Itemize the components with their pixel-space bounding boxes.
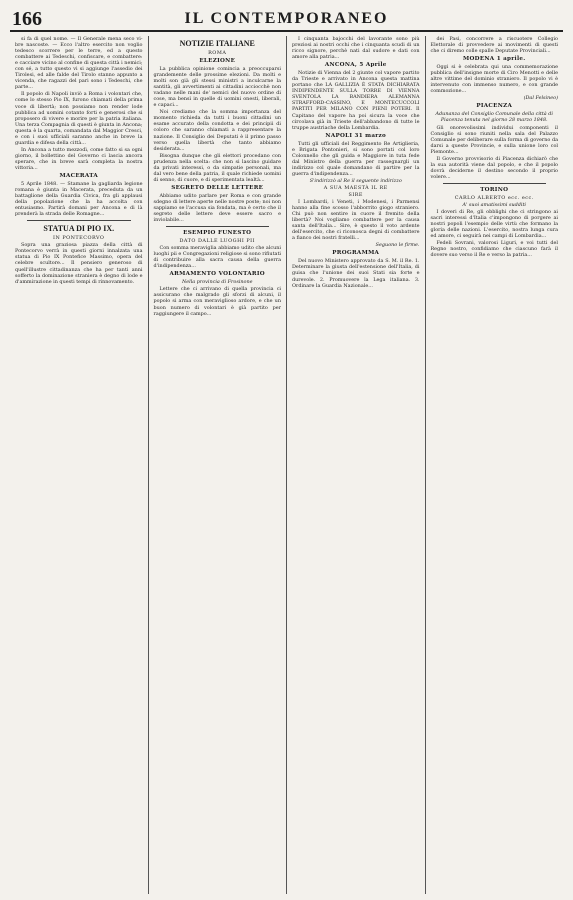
salutation: SIRE: [348, 191, 364, 198]
section-heading-statua: STATUA DI PIO IX.: [43, 224, 115, 234]
intro-line: A' suoi amatissimi sudditi: [462, 201, 526, 208]
divider: [27, 220, 131, 221]
text-columns: [10, 36, 563, 894]
section-heading-notizie: NOTIZIE ITALIANE: [179, 39, 255, 48]
divider: [443, 183, 547, 184]
divider: [166, 226, 270, 227]
newspaper-title: IL CONTEMPORANEO: [184, 10, 389, 27]
column-3: [287, 36, 426, 894]
paragraph: Tutti gli ufficiali del Reggimento Re Artiglieria, e Brigata Pontonieri, si sono portati col loro Colonnello che gli guida e Maggiore in tuta fede dal Ministro della guerra per rassegnargli un indirizzo col quale domandano di partire per la guerra d'indipendenza...: [292, 140, 420, 177]
source-credit: (Dal Felsineo): [523, 95, 558, 102]
page-number: 166: [12, 8, 42, 30]
paragraph: Fedeli Sovrani, valorosi Liguri, e voi tutti del Regno nostro, confidiamo che ciascuno farà il dovere suo verso il Re e verso la patria...: [430, 240, 558, 259]
paragraph: si fa di quel nome. — Il Generale mena seco vi-bre nascoste. — Ecco l'altro esercito non voglio tedesco scorrere per le terre, ed a questo combattere ai Tedeschi, confiscare, e combattere: e cacciare vicino al confine di questa città i nemici; con sé, a tutto questo vi si aggiunge l'assedio dei Tirolesi, ed alle falde del Tirolo stanno appunto a vicenda, che ragazzi del pari sono i Tedeschi, che parte...: [15, 36, 143, 91]
column-1: [10, 36, 149, 894]
section-heading-torino: TORINO: [480, 186, 509, 193]
column-4: [426, 36, 564, 894]
paragraph: Il popolo di Napoli inviò a Roma i volontari che, come lo stesso Pio IX, furono chiamati della prima voce di libertà; non possiamo non render lode pubblica ad uomini cotanto forti e generosi che si proposero di vivere e morire per la patria italiana. Una terza Compagnia di questi è giunta in Ancona; questa è la quarta, comandata dal Maggior Cresci, e con i suoi ufficiali saranno anche in breve la guardia e difesa della città...: [15, 91, 143, 146]
paragraph: 5 Aprile 1848. — Stamane la gagliarda legione romana è giunta in Macerata, preceduta da un battaglione della Guardia Civica, fra gli applausi della popolazione che la ha accolta con entusiasmo. Partirà domani per Ancona e di là prenderà la strada delle Romagne...: [15, 181, 143, 218]
section-heading-napoli: NAPOLI 31 marzo: [325, 132, 387, 139]
intro-line: S'indirizzò al Re il seguente indirizzo: [309, 177, 402, 184]
masthead: [10, 6, 563, 32]
section-subheading: CARLO ALBERTO ecc. ecc.: [454, 194, 534, 201]
section-heading-elezione: ELEZIONE: [199, 58, 236, 64]
section-heading-ancona: ANCONA, 5 Aprile: [324, 62, 387, 69]
signature-note: Seguono le firme.: [375, 242, 420, 249]
address-heading: A SUA MAESTÀ IL RE: [323, 184, 388, 191]
section-subheading: DATO DALLE LUOGHI PII: [179, 238, 255, 245]
paragraph: dei Pasi, concorrere a riscuotere Collegio Elettorale di provvedere ai movimenti di questi che ci diremo colle spalle Deputate Provinciali...: [430, 36, 558, 55]
paragraph: Bisogna dunque che gli elettori procedano con prudenza nella scelta: che non si lascino guidare da privati interessi, o da simpatie personali, ma dal vero bene della patria, il quale richiede uomini di senno, di cuore, e di sperimentata lealtà...: [153, 152, 281, 183]
paragraph: I Lombardi, i Veneti, i Modenesi, i Parmensi hanno alla fine scosso l'abborrito giogo straniero. Chi può non sentire in cuore il fremito della libertà? Noi vogliamo combattere per la causa santa dell'Italia... Sire, è questo il voto ardente dell'esercito, che ci riconosca degni di combattere a fianco dei nostri fratelli...: [292, 198, 420, 242]
column-2: [149, 36, 288, 894]
paragraph: Lettere che ci arrivano di quella provincia ci assicurano che malgrado gli sforzi di alcuni, il popolo si arma con meraviglioso ardore, e che un buon numero di volontari è già partito per raggiungere il campo...: [153, 286, 281, 317]
paragraph: Con somma meraviglia abbiamo udito che alcuni luoghi pii e Congregazioni religiose si sono rifiutati di contribuire alla sacra causa della guerra d'indipendenza...: [153, 245, 281, 270]
paragraph: Oggi si è celebrata qui una commemorazione pubblica dell'insigne morte di Ciro Menotti e delle altre vittime del dominio straniero. Il popolo vi è intervenuto con immenso numero, e con grande commozione...: [430, 64, 558, 95]
paragraph: Sopra una graziosa piazza della città di Pontecorvo verrà in questi giorni innalzata una statua di Pio IX Pontefice Massimo, opera del celebre scultore... Il pensiero generoso di quell'illustre cittadinanza che ha per tanti anni sofferto la dominazione straniera è degno di lode e d'ammirazione in questi tempi di rinnovamento.: [15, 242, 143, 285]
section-heading-segreto: SEGRETO DELLE LETTERE: [171, 184, 264, 191]
section-heading-modena: MODENA 1 aprile.: [463, 56, 526, 63]
section-heading-programma: PROGRAMMA: [332, 250, 380, 257]
section-heading-piacenza: PIACENZA: [476, 103, 513, 110]
paragraph: Gli onorevolissimi individui componenti il Consiglio si sono riuniti nella sala del Palazzo Comunale per deliberare sulla forma di governo da darsi a queste Provincie, e sulla unione loro col Piemonte...: [430, 124, 558, 155]
paragraph: Abbiamo udito parlare per Roma e con grande sdegno di lettere aperte nelle nostre poste; noi non sappiamo se l'accusa sia fondata, ma è certo che il segreto delle lettere deve essere sacro e inviolabile...: [153, 192, 281, 224]
paragraph: Noi crediamo che la somma importanza del momento richieda da tutti i buoni cittadini un esame accurato della condotta e dei principii di coloro che saranno chiamati a rappresentare la nazione. Il Consiglio dei Deputati è il primo passo verso quella libertà che tanto abbiamo desiderata...: [153, 109, 281, 152]
paragraph: I cinquanta bajocchi del lavorante sono più preziosi ai nostri occhi che i cinquanta scudi di un ricco signore, perchè nati dal sudore e dati con amore alla patria...: [292, 36, 420, 61]
section-subheading-roma: ROMA: [208, 50, 227, 56]
paragraph: Il Governo provvisorio di Piacenza dichiarò che la sua autorità viene dal popolo, e che il popolo dovrà deciderne il destino secondo il proprio volere...: [430, 155, 558, 180]
section-subheading: IN PONTECORVO: [53, 235, 105, 242]
section-heading-esempio: ESEMPIO FUNESTO: [183, 230, 252, 237]
paragraph: In Ancona a tutto mezzodì, come fatto si sa ogni giorno, il bollettino del Governo ci lascia ancora sperare, che in breve sarà completa la nostra vittoria...: [15, 146, 143, 171]
section-heading-macerata: MACERATA: [59, 173, 99, 180]
paragraph: Notizie di Vienna del 2 giunte col vapore partito da Trieste e arrivato in Ancona questa mattina portano che LA GALLIZIA È STATA DICHIARATA INDIPENDENTE SULLA TORRE DI VIENNA SVENTOLA LA BANDIERA ALEMANNA STRAFFORD-CASSINO, E MONTECUCCOLI PARTITI PER MILANO CON PIENI POTERI. Il Capitano del vapore ha poi sicura la voce che circolava già in Trieste dell'abbandono di tutte le truppe austriache della Lombardia.: [292, 70, 420, 131]
paragraph: I doveri di Re, gli obblighi che ci stringono ai sacri interessi d'Italia c'impongono di porgere ai nostri popoli l'esempio delle virtù che formano la gloria delle nazioni. L'esercito, nostra lunga cura ed amore, ci seguirà nei campi di Lombardia...: [430, 208, 558, 240]
paragraph: La pubblica opinione comincia a preoccuparsi grandemente delle prossime elezioni. Da molti e molti son già gli stessi ministri a inculcarne la santità, gli avvertimenti ai cittadini acciocchè non vadano nelle mani de' nemici del nuovo ordine di cose, ma bensì in quelle di uomini onesti, liberali, e capaci...: [153, 66, 281, 109]
section-subheading: Nella provincia di Frosinone: [181, 279, 253, 286]
paragraph: Del nuovo Ministero approvato da S. M. il Re. 1. Determinare la giusta dell'estensione dell'Italia, di guisa che l'unione dei suoi Stati sia forte e durevole. 2. Promuovere la Lega italiana. 3. Ordinare la Guardia Nazionale...: [292, 258, 420, 289]
intro-line: Adunanza del Consiglio Comunale della città di Piacenza tenuta nel giorno 28 marzo 1848.: [435, 111, 553, 124]
section-heading-armamento: ARMAMENTO VOLONTARIO: [169, 271, 265, 278]
